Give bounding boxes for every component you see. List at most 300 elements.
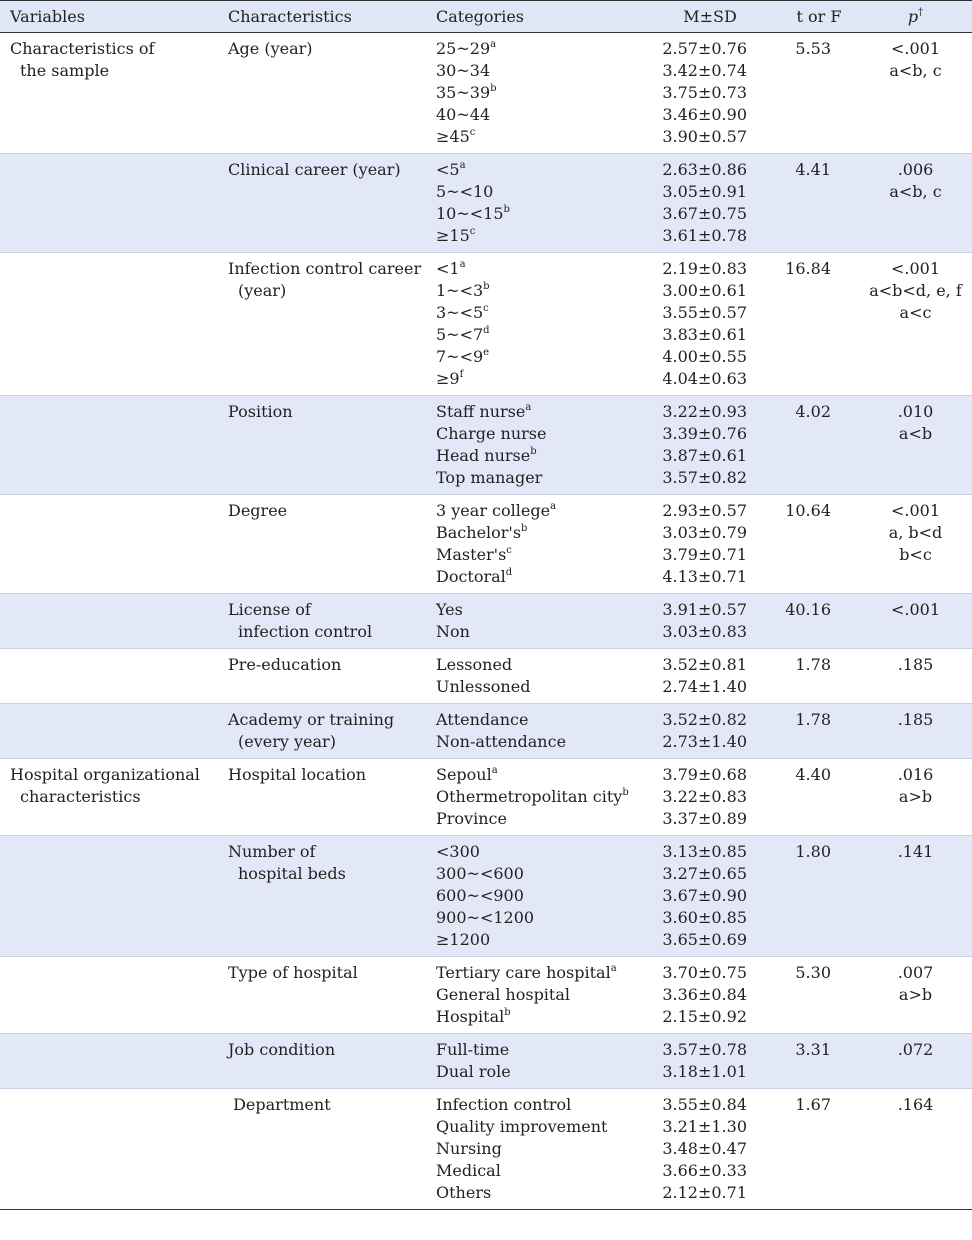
characteristic-cell bbox=[218, 759, 426, 836]
category-item bbox=[436, 885, 641, 907]
header-p bbox=[859, 1, 972, 33]
category-label: Lessoned bbox=[436, 655, 513, 674]
p-value: .141 bbox=[897, 842, 934, 861]
variable-cell bbox=[0, 1089, 218, 1210]
header-row bbox=[0, 1, 972, 33]
category-label: 10~<15 bbox=[436, 204, 504, 223]
category-superscript: c bbox=[506, 545, 512, 556]
variable-cell bbox=[0, 495, 218, 594]
post-hoc-result: a<b, c bbox=[889, 61, 942, 80]
msd-value: 3.79±0.68 bbox=[662, 765, 747, 784]
category-item bbox=[436, 258, 641, 280]
category-label: Infection control bbox=[436, 1095, 572, 1114]
category-item bbox=[436, 522, 641, 544]
category-label: Nursing bbox=[436, 1139, 502, 1158]
msd-cell bbox=[641, 253, 779, 396]
post-hoc-result: a<c bbox=[899, 303, 932, 322]
post-hoc-result: a>b bbox=[898, 985, 933, 1004]
category-item bbox=[436, 159, 641, 181]
msd-value: 3.91±0.57 bbox=[662, 600, 747, 619]
variable-cell bbox=[0, 396, 218, 495]
header-t-or-f: t or F bbox=[779, 1, 859, 33]
category-item bbox=[436, 962, 641, 984]
characteristic-label: Degree bbox=[228, 501, 288, 520]
category-label: Master's bbox=[436, 545, 507, 564]
table-row bbox=[0, 759, 972, 836]
t-or-f-cell: 1.67 bbox=[795, 1095, 831, 1114]
characteristic-label: hospital beds bbox=[238, 864, 346, 883]
categories-cell bbox=[426, 957, 641, 1034]
p-value: <.001 bbox=[890, 600, 941, 619]
category-label: 40~44 bbox=[436, 105, 491, 124]
category-item bbox=[436, 1182, 641, 1204]
category-item bbox=[436, 401, 641, 423]
categories-cell bbox=[426, 836, 641, 957]
t-or-f-cell: 5.53 bbox=[795, 39, 831, 58]
category-item bbox=[436, 82, 641, 104]
table-row bbox=[0, 649, 972, 704]
category-item bbox=[436, 1160, 641, 1182]
category-label: Sepoul bbox=[436, 765, 492, 784]
category-item bbox=[436, 1039, 641, 1061]
category-item bbox=[436, 654, 641, 676]
msd-cell bbox=[641, 33, 779, 154]
t-or-f-cell: 4.40 bbox=[795, 765, 831, 784]
category-item bbox=[436, 500, 641, 522]
category-item bbox=[436, 203, 641, 225]
msd-value: 3.67±0.75 bbox=[662, 204, 747, 223]
category-item bbox=[436, 544, 641, 566]
msd-value: 3.66±0.33 bbox=[662, 1161, 747, 1180]
msd-value: 3.70±0.75 bbox=[662, 963, 747, 982]
characteristic-label: Job condition bbox=[228, 1040, 336, 1059]
table-row bbox=[0, 495, 972, 594]
variable-label: Characteristics of bbox=[10, 39, 155, 58]
category-superscript: d bbox=[483, 325, 490, 336]
category-superscript: c bbox=[469, 127, 476, 138]
msd-value: 2.74±1.40 bbox=[662, 677, 747, 696]
t-or-f-cell: 40.16 bbox=[785, 600, 831, 619]
characteristic-label: Academy or training bbox=[228, 710, 395, 729]
category-label: 3~<5 bbox=[436, 303, 484, 322]
msd-value: 3.37±0.89 bbox=[662, 809, 747, 828]
variable-cell bbox=[0, 154, 218, 253]
post-hoc-result: a<b bbox=[898, 424, 933, 443]
categories-cell bbox=[426, 704, 641, 759]
category-item bbox=[436, 181, 641, 203]
category-superscript: a bbox=[550, 501, 557, 512]
category-superscript: b bbox=[490, 83, 497, 94]
header-p-dagger: † bbox=[918, 6, 924, 18]
msd-value: 3.05±0.91 bbox=[662, 182, 747, 201]
variable-cell bbox=[0, 836, 218, 957]
post-hoc-result: b<c bbox=[899, 545, 932, 564]
category-item bbox=[436, 709, 641, 731]
category-label: 900~<1200 bbox=[436, 908, 535, 927]
t-or-f-cell: 3.31 bbox=[795, 1040, 831, 1059]
p-value-cell bbox=[859, 1089, 972, 1210]
post-hoc-result: a<b<d, e, f bbox=[869, 281, 962, 300]
p-value: .006 bbox=[897, 160, 934, 179]
category-label: <300 bbox=[436, 842, 480, 861]
msd-cell bbox=[641, 396, 779, 495]
category-label: Dual role bbox=[436, 1062, 511, 1081]
post-hoc-result: a, b<d bbox=[888, 523, 943, 542]
category-label: 5~<7 bbox=[436, 325, 484, 344]
characteristic-cell bbox=[218, 836, 426, 957]
msd-value: 3.60±0.85 bbox=[662, 908, 747, 927]
msd-value: 3.61±0.78 bbox=[662, 226, 747, 245]
p-value-cell bbox=[859, 836, 972, 957]
msd-cell bbox=[641, 594, 779, 649]
category-label: Non bbox=[436, 622, 470, 641]
msd-value: 2.57±0.76 bbox=[662, 39, 747, 58]
variable-label: characteristics bbox=[20, 787, 141, 806]
category-item bbox=[436, 302, 641, 324]
msd-cell bbox=[641, 704, 779, 759]
category-label: Others bbox=[436, 1183, 492, 1202]
characteristic-cell bbox=[218, 495, 426, 594]
variable-cell bbox=[0, 253, 218, 396]
category-item bbox=[436, 841, 641, 863]
characteristic-label: Clinical career (year) bbox=[228, 160, 401, 179]
categories-cell bbox=[426, 759, 641, 836]
category-superscript: b bbox=[530, 446, 537, 457]
msd-value: 3.52±0.81 bbox=[662, 655, 747, 674]
table-row bbox=[0, 704, 972, 759]
msd-value: 3.13±0.85 bbox=[662, 842, 747, 861]
characteristic-label: infection control bbox=[238, 622, 373, 641]
t-or-f-cell: 4.02 bbox=[795, 402, 831, 421]
categories-cell bbox=[426, 649, 641, 704]
msd-value: 4.04±0.63 bbox=[662, 369, 747, 388]
table-row bbox=[0, 253, 972, 396]
p-value-cell bbox=[859, 253, 972, 396]
categories-cell bbox=[426, 594, 641, 649]
characteristic-cell bbox=[218, 704, 426, 759]
variable-cell bbox=[0, 759, 218, 836]
category-label: Hospital bbox=[436, 1007, 505, 1026]
category-superscript: b bbox=[503, 204, 510, 215]
msd-cell bbox=[641, 1034, 779, 1089]
msd-value: 4.13±0.71 bbox=[662, 567, 747, 586]
characteristic-cell bbox=[218, 1089, 426, 1210]
category-label: 3 year college bbox=[436, 501, 551, 520]
characteristic-label: Hospital location bbox=[228, 765, 367, 784]
msd-cell bbox=[641, 1089, 779, 1210]
msd-value: 2.15±0.92 bbox=[662, 1007, 747, 1026]
characteristic-label: Type of hospital bbox=[228, 963, 358, 982]
category-item bbox=[436, 445, 641, 467]
category-superscript: a bbox=[610, 963, 617, 974]
p-value-cell bbox=[859, 957, 972, 1034]
category-item bbox=[436, 929, 641, 951]
p-value-cell bbox=[859, 495, 972, 594]
p-value: <.001 bbox=[890, 39, 941, 58]
category-superscript: c bbox=[469, 226, 476, 237]
category-item bbox=[436, 467, 641, 489]
msd-value: 3.18±1.01 bbox=[662, 1062, 747, 1081]
category-item bbox=[436, 1006, 641, 1028]
p-value-cell bbox=[859, 33, 972, 154]
msd-cell bbox=[641, 836, 779, 957]
category-item bbox=[436, 863, 641, 885]
msd-value: 3.00±0.61 bbox=[662, 281, 747, 300]
category-item bbox=[436, 566, 641, 588]
msd-value: 3.75±0.73 bbox=[662, 83, 747, 102]
t-or-f-cell: 1.80 bbox=[795, 842, 831, 861]
table-row bbox=[0, 836, 972, 957]
msd-value: 4.00±0.55 bbox=[662, 347, 747, 366]
msd-value: 3.79±0.71 bbox=[662, 545, 747, 564]
category-superscript: f bbox=[459, 369, 464, 380]
category-item bbox=[436, 599, 641, 621]
category-superscript: e bbox=[483, 347, 490, 358]
msd-value: 3.03±0.79 bbox=[662, 523, 747, 542]
category-label: Top manager bbox=[436, 468, 543, 487]
category-label: 300~<600 bbox=[436, 864, 524, 883]
category-item bbox=[436, 621, 641, 643]
category-item bbox=[436, 764, 641, 786]
category-label: ≥1200 bbox=[436, 930, 491, 949]
characteristic-label: Department bbox=[228, 1095, 331, 1114]
category-label: Doctoral bbox=[436, 567, 506, 586]
msd-value: 3.27±0.65 bbox=[662, 864, 747, 883]
msd-value: 2.93±0.57 bbox=[662, 501, 747, 520]
characteristic-cell bbox=[218, 594, 426, 649]
t-or-f-cell: 4.41 bbox=[795, 160, 831, 179]
categories-cell bbox=[426, 396, 641, 495]
header-msd: M±SD bbox=[641, 1, 779, 33]
p-value: .010 bbox=[897, 402, 934, 421]
header-p-label: p bbox=[907, 6, 919, 26]
category-label: 600~<900 bbox=[436, 886, 524, 905]
msd-value: 3.03±0.83 bbox=[662, 622, 747, 641]
category-superscript: a bbox=[459, 160, 466, 171]
characteristic-cell bbox=[218, 957, 426, 1034]
header-categories: Categories bbox=[426, 1, 641, 33]
msd-value: 3.22±0.83 bbox=[662, 787, 747, 806]
msd-value: 3.57±0.78 bbox=[662, 1040, 747, 1059]
post-hoc-result: a<b, c bbox=[889, 182, 942, 201]
msd-cell bbox=[641, 649, 779, 704]
category-superscript: b bbox=[483, 281, 490, 292]
msd-cell bbox=[641, 154, 779, 253]
category-item bbox=[436, 786, 641, 808]
category-label: Province bbox=[436, 809, 507, 828]
category-item bbox=[436, 1061, 641, 1083]
variable-cell bbox=[0, 957, 218, 1034]
variable-cell bbox=[0, 594, 218, 649]
characteristic-label: Number of bbox=[228, 842, 316, 861]
p-value: <.001 bbox=[890, 501, 941, 520]
categories-cell bbox=[426, 495, 641, 594]
category-label: Bachelor's bbox=[436, 523, 522, 542]
category-label: Charge nurse bbox=[436, 424, 547, 443]
category-item bbox=[436, 324, 641, 346]
variable-cell bbox=[0, 33, 218, 154]
category-label: ≥9 bbox=[436, 369, 460, 388]
category-item bbox=[436, 60, 641, 82]
msd-value: 3.36±0.84 bbox=[662, 985, 747, 1004]
msd-value: 3.42±0.74 bbox=[662, 61, 747, 80]
p-value-cell bbox=[859, 704, 972, 759]
category-superscript: a bbox=[490, 39, 497, 50]
category-superscript: b bbox=[521, 523, 528, 534]
characteristic-label: Position bbox=[228, 402, 293, 421]
table-row bbox=[0, 1089, 972, 1210]
msd-value: 3.52±0.82 bbox=[662, 710, 747, 729]
p-value-cell bbox=[859, 154, 972, 253]
table-row bbox=[0, 957, 972, 1034]
category-item bbox=[436, 126, 641, 148]
category-superscript: a bbox=[459, 259, 466, 270]
header-variables: Variables bbox=[0, 1, 218, 33]
category-label: Yes bbox=[436, 600, 463, 619]
category-superscript: d bbox=[505, 567, 513, 578]
category-label: <5 bbox=[436, 160, 460, 179]
p-value: .185 bbox=[897, 655, 934, 674]
category-item bbox=[436, 1116, 641, 1138]
t-or-f-cell: 16.84 bbox=[785, 259, 831, 278]
msd-value: 3.21±1.30 bbox=[662, 1117, 747, 1136]
msd-cell bbox=[641, 495, 779, 594]
msd-cell bbox=[641, 759, 779, 836]
variable-cell bbox=[0, 704, 218, 759]
table-row bbox=[0, 154, 972, 253]
characteristic-label: Age (year) bbox=[228, 39, 313, 58]
characteristic-cell bbox=[218, 1034, 426, 1089]
msd-value: 3.65±0.69 bbox=[662, 930, 747, 949]
category-item bbox=[436, 225, 641, 247]
msd-value: 3.90±0.57 bbox=[662, 127, 747, 146]
msd-value: 3.87±0.61 bbox=[662, 446, 747, 465]
p-value: <.001 bbox=[890, 259, 941, 278]
msd-value: 3.83±0.61 bbox=[662, 325, 747, 344]
category-superscript: b bbox=[504, 1007, 511, 1018]
category-superscript: a bbox=[491, 765, 498, 776]
variable-cell bbox=[0, 1034, 218, 1089]
characteristic-label: Pre-education bbox=[228, 655, 342, 674]
characteristic-label: Infection control career bbox=[228, 259, 422, 278]
msd-cell bbox=[641, 957, 779, 1034]
category-label: ≥45 bbox=[436, 127, 470, 146]
characteristic-cell bbox=[218, 649, 426, 704]
characteristic-label: (year) bbox=[238, 281, 287, 300]
category-label: <1 bbox=[436, 259, 460, 278]
category-label: Tertiary care hospital bbox=[436, 963, 611, 982]
category-label: Medical bbox=[436, 1161, 501, 1180]
p-value-cell bbox=[859, 1034, 972, 1089]
category-label: 35~39 bbox=[436, 83, 491, 102]
p-value-cell bbox=[859, 649, 972, 704]
category-item bbox=[436, 38, 641, 60]
category-superscript: a bbox=[525, 402, 532, 413]
msd-value: 3.55±0.84 bbox=[662, 1095, 747, 1114]
category-item bbox=[436, 984, 641, 1006]
t-or-f-cell: 10.64 bbox=[785, 501, 831, 520]
table-row bbox=[0, 33, 972, 154]
category-item bbox=[436, 808, 641, 830]
p-value: .016 bbox=[897, 765, 934, 784]
category-label: Non-attendance bbox=[436, 732, 567, 751]
categories-cell bbox=[426, 253, 641, 396]
variable-label: Hospital organizational bbox=[10, 765, 200, 784]
category-label: 1~<3 bbox=[436, 281, 484, 300]
category-label: Unlessoned bbox=[436, 677, 531, 696]
table-row bbox=[0, 1034, 972, 1089]
category-item bbox=[436, 731, 641, 753]
msd-value: 2.73±1.40 bbox=[662, 732, 747, 751]
p-value-cell bbox=[859, 594, 972, 649]
categories-cell bbox=[426, 154, 641, 253]
table-body bbox=[0, 33, 972, 1210]
categories-cell bbox=[426, 1089, 641, 1210]
t-or-f-cell: 1.78 bbox=[795, 710, 831, 729]
category-label: 30~34 bbox=[436, 61, 491, 80]
msd-value: 3.57±0.82 bbox=[662, 468, 747, 487]
category-item bbox=[436, 676, 641, 698]
category-label: General hospital bbox=[436, 985, 571, 1004]
category-item bbox=[436, 368, 641, 390]
msd-value: 3.22±0.93 bbox=[662, 402, 747, 421]
categories-cell bbox=[426, 1034, 641, 1089]
p-value: .072 bbox=[897, 1040, 934, 1059]
categories-cell bbox=[426, 33, 641, 154]
characteristic-cell bbox=[218, 33, 426, 154]
category-label: 25~29 bbox=[436, 39, 491, 58]
category-label: Othermetropolitan city bbox=[436, 787, 623, 806]
category-label: Quality improvement bbox=[436, 1117, 608, 1136]
table-row bbox=[0, 594, 972, 649]
t-or-f-cell: 5.30 bbox=[795, 963, 831, 982]
category-label: Head nurse bbox=[436, 446, 531, 465]
category-superscript: b bbox=[622, 787, 629, 798]
t-or-f-cell: 1.78 bbox=[795, 655, 831, 674]
msd-value: 2.12±0.71 bbox=[662, 1183, 747, 1202]
characteristic-cell bbox=[218, 396, 426, 495]
p-value: .164 bbox=[897, 1095, 934, 1114]
category-item bbox=[436, 423, 641, 445]
category-item bbox=[436, 1094, 641, 1116]
category-item bbox=[436, 104, 641, 126]
category-label: ≥15 bbox=[436, 226, 470, 245]
category-item bbox=[436, 907, 641, 929]
category-label: Full-time bbox=[436, 1040, 510, 1059]
category-item bbox=[436, 346, 641, 368]
category-label: 7~<9 bbox=[436, 347, 484, 366]
msd-value: 3.46±0.90 bbox=[662, 105, 747, 124]
msd-value: 3.48±0.47 bbox=[662, 1139, 747, 1158]
category-superscript: c bbox=[483, 303, 489, 314]
p-value-cell bbox=[859, 759, 972, 836]
p-value: .007 bbox=[897, 963, 934, 982]
msd-value: 3.55±0.57 bbox=[662, 303, 747, 322]
p-value: .185 bbox=[897, 710, 934, 729]
category-label: 5~<10 bbox=[436, 182, 494, 201]
category-item bbox=[436, 1138, 641, 1160]
msd-value: 3.67±0.90 bbox=[662, 886, 747, 905]
category-label: Staff nurse bbox=[436, 402, 526, 421]
characteristic-cell bbox=[218, 154, 426, 253]
msd-value: 3.39±0.76 bbox=[662, 424, 747, 443]
variable-label: the sample bbox=[20, 61, 110, 80]
table-row bbox=[0, 396, 972, 495]
category-item bbox=[436, 280, 641, 302]
characteristic-cell bbox=[218, 253, 426, 396]
msd-value: 2.19±0.83 bbox=[662, 259, 747, 278]
characteristic-label: License of bbox=[228, 600, 311, 619]
